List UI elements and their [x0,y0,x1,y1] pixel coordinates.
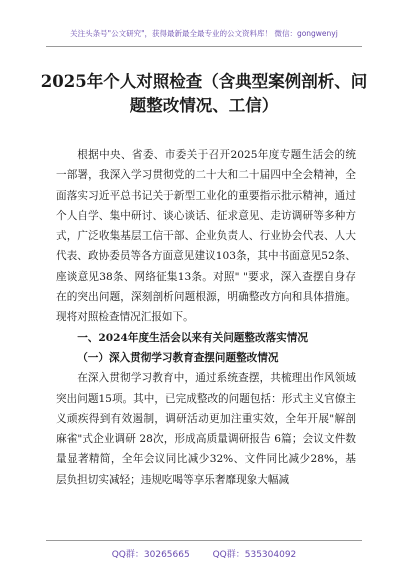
qq-group-2: QQ群：535304092 [212,550,297,560]
document-body [56,145,356,490]
subsection-heading-1: （一）深入贯彻学习教育查摆问题整改情况 [77,351,279,364]
body-paragraph-1: 在深入贯彻学习教育中，通过系统查摆，共梳理出作风领域突出问题15项。其中，已完成整改的问题包括：形式主义官僚主义顽疾得到有效遏制，调研活动更加注重实效，全年开展"解剖麻雀"式企业调研 28次，形成高质量调研报告 6篇；会议文件数量显著精简，全年会议同比减少32%、文件同比减少28%，基层负担切实减轻；违规吃喝等享乐奢靡现象大幅减 [56,372,356,486]
page-footer [0,547,408,560]
section-heading-1: 一、2024年度生活会以来有关问题整改落实情况 [77,331,308,344]
document-title: 2025年个人对照检查（含典型案例剖析、问题整改情况、工信） [40,72,368,115]
intro-paragraph: 根据中央、省委、市委关于召开2025年度专题生活会的统一部署，我深入学习贯彻党的二十大和二十届四中全会精神，全面落实习近平总书记关于新型工业化的重要指示批示精神，通过个人自学、集中研讨、谈心谈话、征求意见、走访调研等多种方式，广泛收集基层工信干部、企业负责人、行业协会代表、人大代表、政协委员等各方面意见建议103条，其中书面意见52条、座谈意见38条、网络征集13条。对照" "要求，深入查摆自身存在的突出问题，深刻剖析问题根源，明确整改方向和具体措施。现将对照检查情况汇报如下。 [56,149,356,324]
qq-group-1: QQ群：30265665 [111,550,190,560]
page-header: 关注头条号"公文研究"，获得最新最全最专业的公文资料库！ 微信：gongwenyj [70,29,338,38]
footer-divider [46,540,362,541]
header-divider [46,46,362,47]
